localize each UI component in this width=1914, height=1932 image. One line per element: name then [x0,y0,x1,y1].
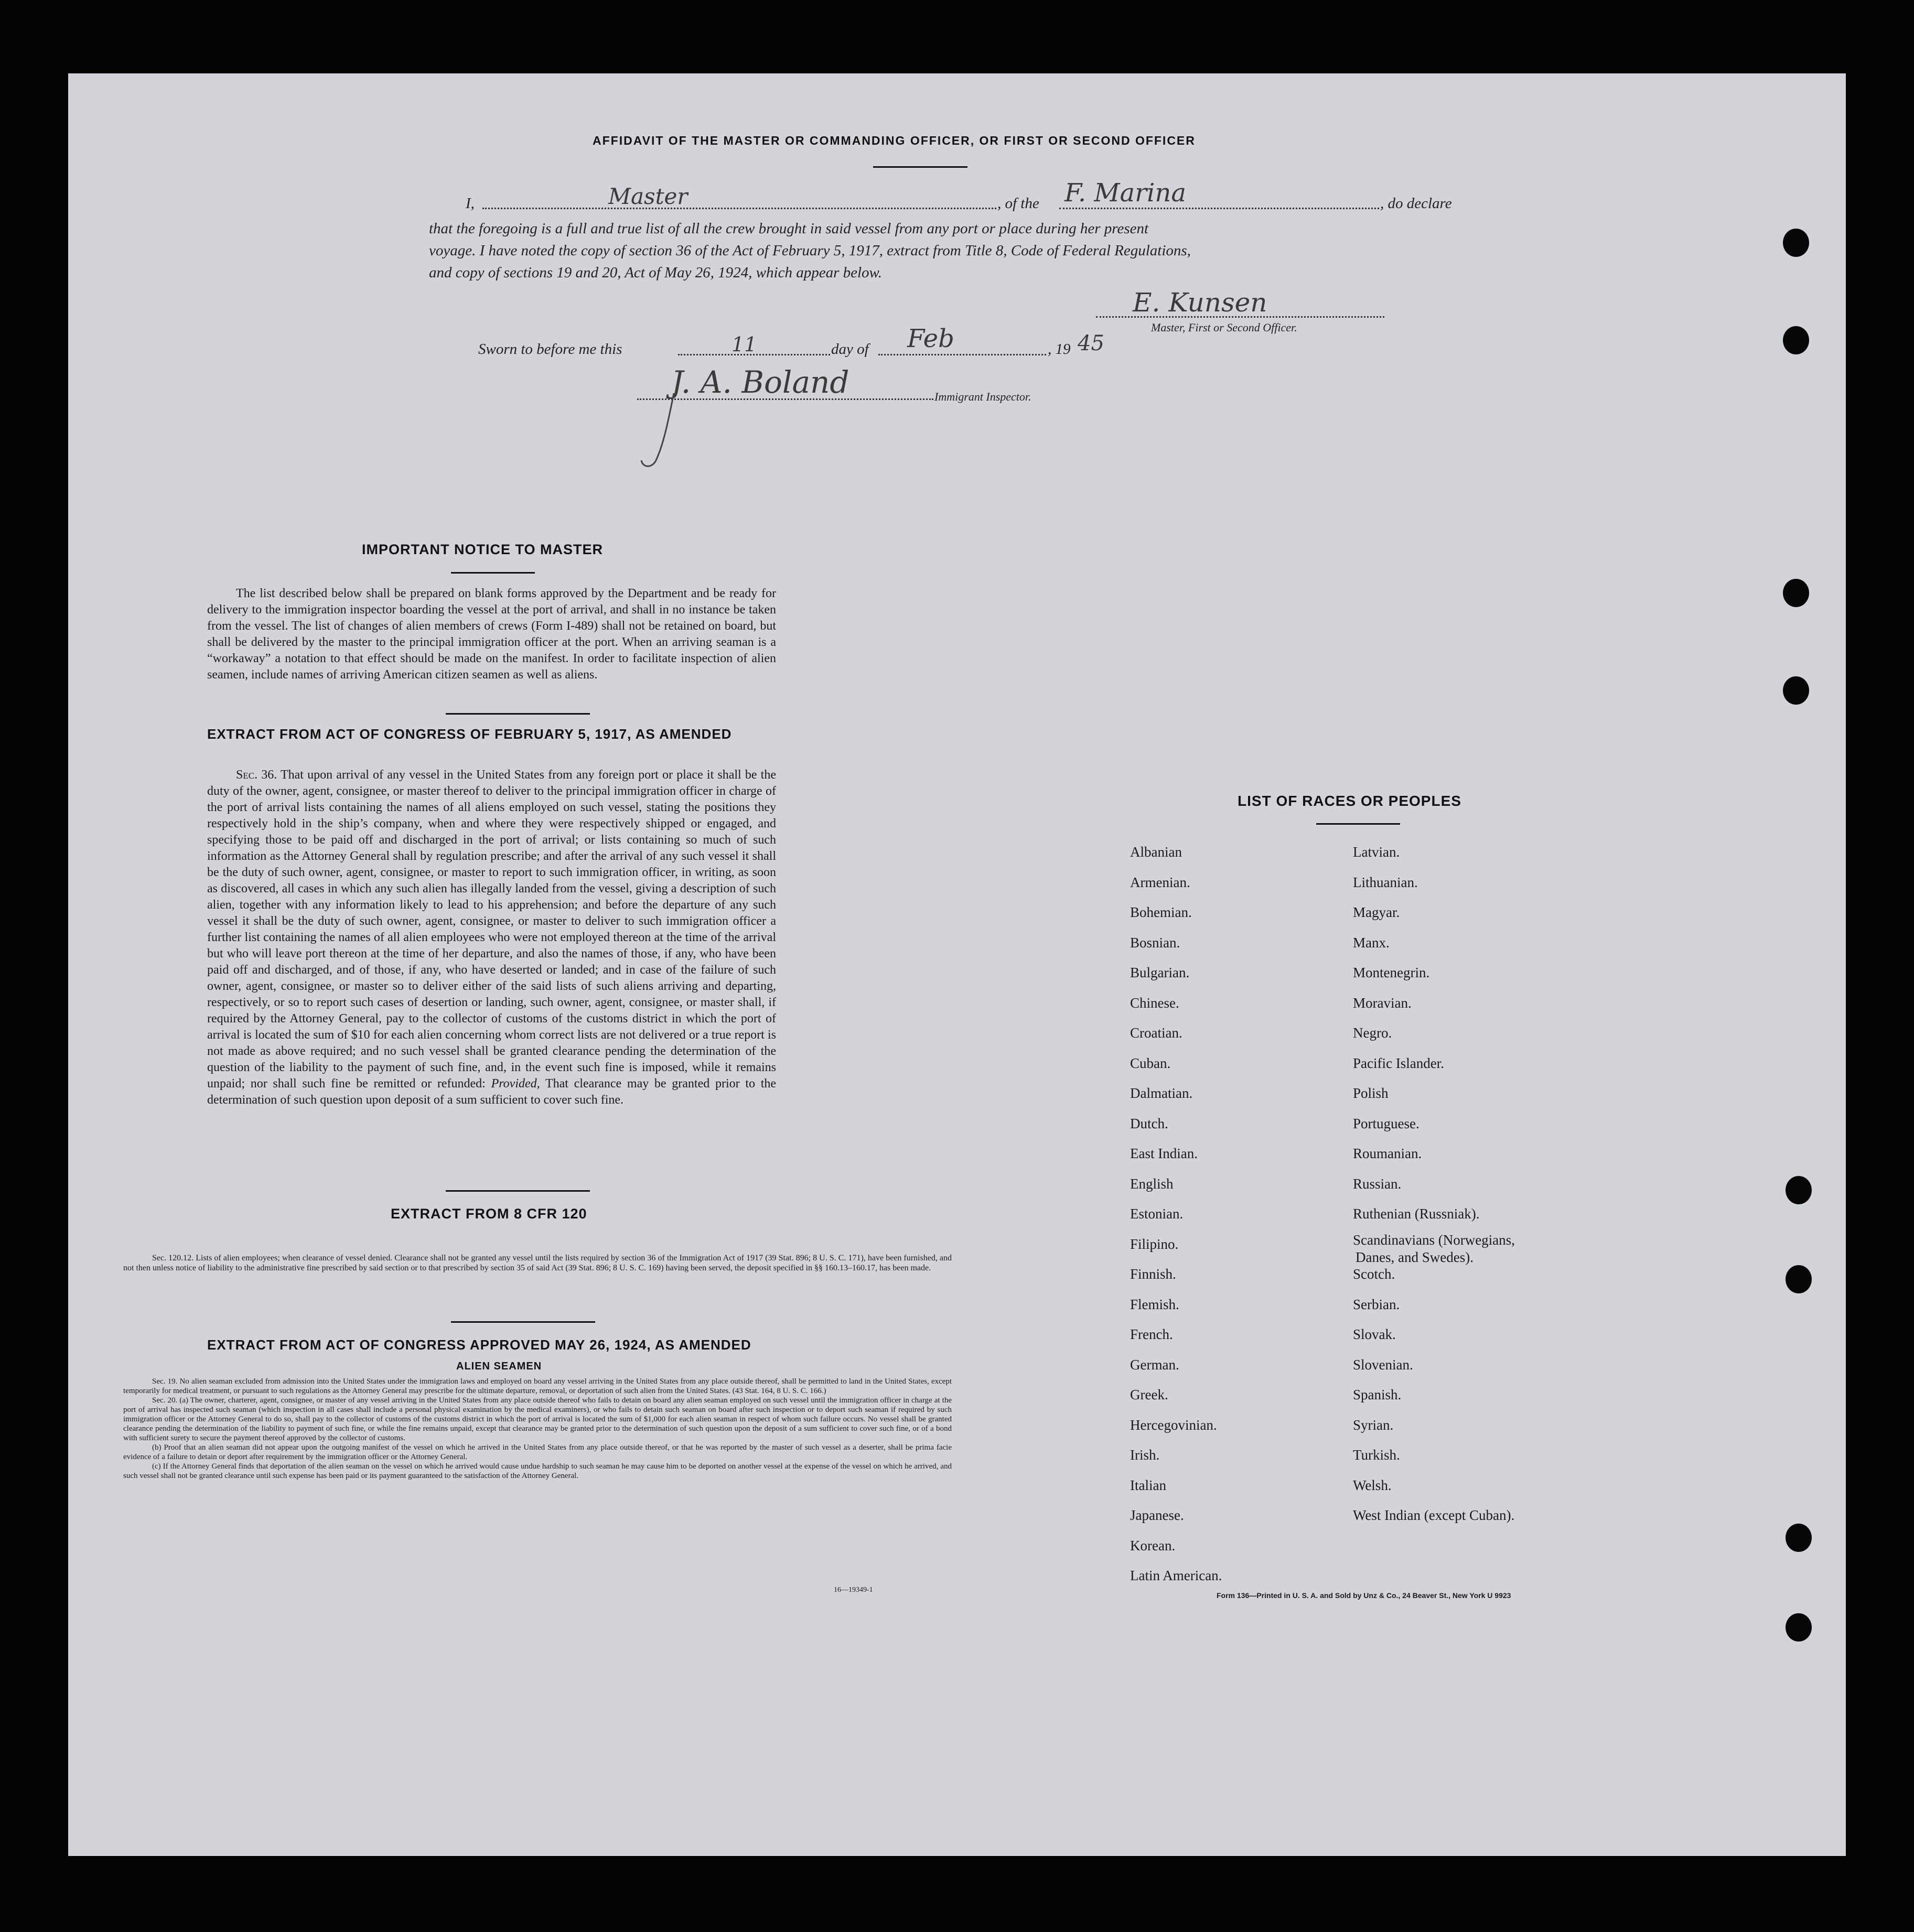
race-item: English [1130,1175,1174,1192]
race-item: Russian. [1353,1175,1402,1192]
race-item: Albanian [1130,844,1182,860]
signature-flourish [632,388,695,472]
form-code: 16—19349-1 [834,1586,873,1594]
race-item: Latvian. [1353,844,1400,860]
race-item: Polish [1353,1085,1389,1101]
race-item: Slovenian. [1353,1356,1413,1373]
inspector-caption: Immigrant Inspector. [934,390,1031,403]
extract-1917-title: EXTRACT FROM ACT OF CONGRESS OF FEBRUARY 5, 1917, AS AMENDED [207,726,732,742]
sec-20b-text: (b) Proof that an alien seaman did not appear upon the outgoing manifest of the vessel on which he arrived in the United States from any place outside thereof, or that he was reported by the master of such vessel as a deserter, shall be prima facie evidence of a failure to detain or deport after requirement by the immigration officer or the Attorney General. [123,1443,952,1461]
notice-end-rule [446,713,590,715]
day-of-label: day of [831,341,869,358]
master-name-line [482,208,996,209]
race-item: Spanish. [1353,1387,1402,1402]
race-item: Portuguese. [1353,1115,1420,1131]
sec-20a-text: Sec. 20. (a) The owner, charterer, agent, consignee, or master of any vessel arriving in the United States from any place outside thereof who fails to detain on board any alien seaman employed on such vessel until the immigration officer in charge at the port of arrival has inspected such seaman (which inspection in all cases shall include a personal physical examination by the medical examiners), or who fails to detain such seaman on board after such inspection or to deport such seaman if required by such immigration officer or the Attorney General to do so, shall pay to the collector of customs of the customs district in which the port of arrival is located the sum of $1,000 for each alien seaman in respect of whom such failure occurs. No vessel shall be granted clearance pending the determination of the liability to payment of such fine, or while the fine remains unpaid, except that clearance may be granted prior to the determination of such question upon the deposit of a sum sufficient to cover such fine, or of a bond with sufficient surety to secure the payment thereof approved by the collector of customs. [123,1396,952,1442]
filled-master-name: Master [608,184,688,209]
race-item: Dutch. [1130,1115,1168,1131]
extract-cfr-text: Sec. 120.12. Lists of alien employees; when clearance of vessel denied. Clearance shall not be granted any vessel until the lists required by section 36 of the Immigration Act of 1917 (39 Stat. 896; 8 U. S. C. 171), have been furnished, and not then unless notice of liability to the administrative fine prescribed by said section or to that prescribed by section 35 of said Act (39 Stat. 896; 8 U. S. C. 169) having been served, the deposit specified in §§ 160.13–160.17, has been made. [123,1254,952,1272]
extract-1917-text [207,767,776,1108]
race-item: Manx. [1353,934,1390,951]
vessel-name-line [1059,208,1379,209]
race-item: Slovak. [1353,1326,1396,1342]
race-item: Cuban. [1130,1055,1171,1071]
race-item: Hercegovinian. [1130,1417,1217,1433]
sec-19-text: Sec. 19. No alien seaman excluded from admission into the United States under the immigration laws and employed on board any vessel arriving in the United States from any place outside thereof, shall be permitted to land in the United States, except temporarily for medical treatment, or pursuant to such regulations as the Attorney General may prescribe for the ultimate departure, removal, or deportation of such alien from the United States. (43 Stat. 164, 8 U. S. C. 166.) [123,1377,952,1395]
race-item: Magyar. [1353,904,1400,920]
binder-hole-5 [1786,1176,1812,1204]
sec-36-text: That upon arrival of any vessel in the United States from any foreign port or place it shall be the duty of the owner, agent, consignee, or master thereof to deliver to the principal immigration officer in charge of the port of arrival lists containing the names of all aliens employed on such vessel, stating the positions they respectively hold in the ship’s company, when and where they were respectively shipped or engaged, and specifying those to be paid off and discharged in the port of arrival; or lists containing so much of such information as the Attorney General shall by regulation prescribe; and after the arrival of any such vessel it shall be the duty of such owner, agent, consignee, or master to report to such immigration officer, in writing, as soon as discovered, all cases in which any such alien has illegally landed from the vessel, giving a description of such alien, together with any information likely to lead to his apprehension; and before the departure of any such vessel it shall be the duty of such owner, agent, consignee, or master to deliver to such immigration officer a further list containing the names of all alien employees who were not employed thereon at the time of the arrival but who will leave port thereon at the time of her departure, and also the names of those, if any, who have been paid off and discharged, and of those, if any, who have deserted or landed; and in case of the failure of such owner, agent, consignee, or master so to deliver either of the said lists of such aliens arriving and departing, respectively, or so to report such cases of desertion or landing, such owner, agent, consignee, or master shall, if required by the Attorney General, pay to the collector of customs of the customs district in which the port of arrival is located the sum of $10 for each alien concerning whom correct lists are not delivered or a true report is not made as above required; and no such vessel shall be granted clearance pending the determination of the question of the liability to the payment of such fine, and, in the event such fine is imposed, while it remains unpaid; nor shall such fine be remitted or refunded: [207,768,776,1091]
race-item: Syrian. [1353,1417,1394,1433]
inspector-signature: J. A. Boland [671,364,850,400]
extract-1917-end-rule [446,1190,590,1192]
race-item: Finnish. [1130,1266,1176,1282]
race-item: Italian [1130,1477,1166,1493]
sec-20c-text: (c) If the Attorney General finds that deportation of the alien seaman on the vessel on which he arrived would cause undue hardship to such seaman he may cause him to be deported on another vessel at the expense of the vessel on which he arrived, and such vessel shall not be granted clearance until such expense has been paid or its payment guaranteed to the satisfaction of the Attorney General. [123,1462,952,1480]
race-item: Latin American. [1130,1568,1222,1583]
race-item: Montenegrin. [1353,965,1430,980]
footer-form-line: Form 136—Printed in U. S. A. and Sold by Unz & Co., 24 Beaver St., New York U 9923 [1217,1591,1511,1600]
race-item: Irish. [1130,1447,1160,1463]
race-item: Flemish. [1130,1296,1179,1312]
race-item: Bosnian. [1130,934,1180,951]
race-item: Dalmatian. [1130,1085,1193,1101]
year-prefix: , 19 [1048,341,1071,358]
extract-1924-text [123,1377,952,1481]
sec-36-label: Sec. 36. [236,768,277,782]
race-item: Filipino. [1130,1236,1179,1252]
race-item: Moravian. [1353,995,1412,1011]
notice-text: The list described below shall be prepared on blank forms approved by the Department and be ready for delivery to the immigration inspector boarding the vessel at the port of arrival, and shall in no instance be taken from the vessel. The list of changes of alien members of crews (Form I-489) shall not be retained on board, but shall be delivered by the master to the principal immigration officer at the port. When an arriving seaman is a “workaway” a notation to that effect should be made on the manifest. In order to facilitate inspection of alien seamen, include names of arriving American citizen seamen as well as aliens. [207,587,776,682]
sworn-month: Feb [907,324,954,353]
extract-cfr-title: EXTRACT FROM 8 CFR 120 [391,1206,587,1222]
race-item: Danes, and Swedes). [1356,1249,1474,1265]
race-item: Japanese. [1130,1507,1184,1523]
affidavit-title-rule [873,166,967,168]
race-item: Bohemian. [1130,904,1192,920]
race-item: Bulgarian. [1130,965,1190,980]
race-item: Welsh. [1353,1477,1392,1493]
races-title-rule [1316,823,1400,825]
year-suffix: 45 [1078,331,1104,355]
binder-hole-7 [1786,1524,1812,1552]
race-item: Pacific Islander. [1353,1055,1444,1071]
race-item: Roumanian. [1353,1146,1422,1161]
officer-caption: Master, First or Second Officer. [1151,321,1297,334]
sec-36-text-end: That clearance may be granted prior to the determination of such question upon deposit of a sum sufficient to cover such fine. [207,1077,777,1107]
binder-hole-4 [1783,676,1809,705]
declaration-line-4: and copy of sections 19 and 20, Act of May 26, 1924, which appear below. [429,264,882,281]
race-item: Scandinavians (Norwegians, [1353,1232,1515,1248]
declaration-line-2: that the foregoing is a full and true list of all the crew brought in said vessel from any port or place during her present [429,220,1149,237]
form-page [68,73,1846,1856]
race-item: Chinese. [1130,995,1179,1011]
do-declare-label: , do declare [1380,195,1452,212]
binder-hole-3 [1783,579,1809,607]
affidavit-title: AFFIDAVIT OF THE MASTER OR COMMANDING OFFICER, OR FIRST OR SECOND OFFICER [593,134,1196,147]
race-item: West Indian (except Cuban). [1353,1507,1515,1523]
race-item: Turkish. [1353,1447,1400,1463]
extract-cfr-end-rule [451,1321,595,1323]
race-item: Ruthenian (Russniak). [1353,1206,1480,1222]
race-item: German. [1130,1356,1179,1373]
binder-hole-1 [1783,229,1809,257]
declare-i-label: I, [466,195,475,212]
notice-title: IMPORTANT NOTICE TO MASTER [362,542,603,557]
race-item: Croatian. [1130,1025,1182,1041]
sworn-month-line [878,354,1046,355]
of-the-label: , of the [997,195,1039,212]
officer-signature: E. Kunsen [1133,287,1267,318]
race-item: Lithuanian. [1353,874,1418,890]
extract-1924-title: EXTRACT FROM ACT OF CONGRESS APPROVED MAY 26, 1924, AS AMENDED [207,1337,751,1353]
binder-hole-8 [1786,1613,1812,1642]
extract-1924-subtitle: ALIEN SEAMEN [456,1361,542,1372]
binder-hole-6 [1786,1265,1812,1293]
race-item: Negro. [1353,1025,1392,1041]
race-item: Armenian. [1130,874,1190,890]
race-item: Scotch. [1353,1266,1395,1282]
race-item: East Indian. [1130,1146,1198,1161]
races-title: LIST OF RACES OR PEOPLES [1238,793,1461,809]
binder-hole-2 [1783,326,1809,354]
sworn-label: Sworn to before me this [478,341,622,358]
race-item: French. [1130,1326,1173,1342]
declaration-line-3: voyage. I have noted the copy of section 36 of the Act of February 5, 1917, extract from Title 8, Code of Federal Regulations, [429,242,1191,259]
filled-vessel-name: F. Marina [1064,178,1186,208]
race-item: Korean. [1130,1537,1176,1553]
race-item: Serbian. [1353,1296,1400,1312]
provided-label: Provided, [491,1077,540,1091]
race-item: Greek. [1130,1387,1168,1402]
notice-title-rule [451,572,535,574]
race-item: Estonian. [1130,1206,1184,1222]
sworn-day: 11 [732,333,757,356]
